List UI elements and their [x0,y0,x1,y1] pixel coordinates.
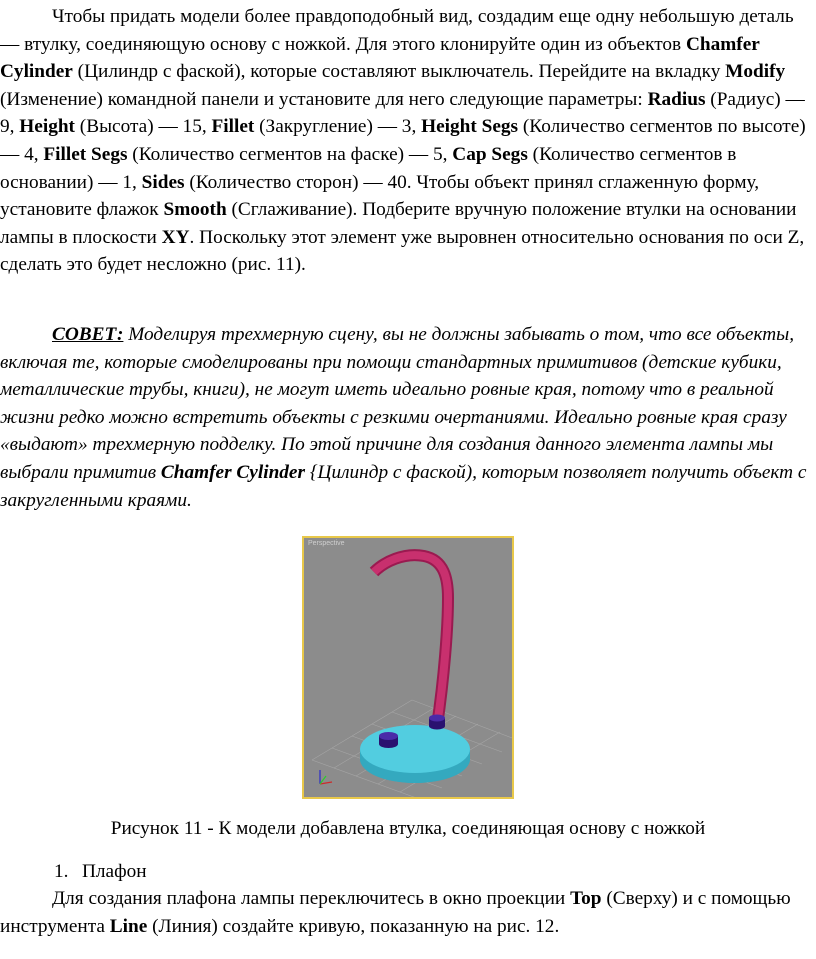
text: (Закругление) — 3, [254,116,422,138]
lamp-base [360,725,470,783]
axis-gizmo [320,770,332,784]
term-sides: Sides [141,171,185,193]
term-xy: XY [161,226,190,248]
text: (Цилиндр с фаской), которые составляют выключатель. Перейдите на вкладку [72,61,726,83]
text: Чтобы придать модели более правдоподобный вид, создадим еще одну небольшую деталь — втулку, соединяющую основу с ножкой. Для этого клонируйте один из объектов [0,6,794,55]
term-height-segs: Height Segs [421,116,519,138]
text: Моделируя трехмерную сцену, вы не должны забывать о том, что все объекты, включая те, которые смоделированы при помощи стандартных примитивов (детские кубики, металлические трубы, книги), не могут иметь идеально ровные края, потому что в реальной жизни редко можно встретить объекты с резкими очертаниями. Идеально ровные края сразу «выдают» трехмерную подделку. По этой причине для создания данного элемента лампы мы выбрали примитив [0,324,795,483]
text: (Изменение) командной панели и установите для него следующие параметры: [0,88,648,110]
term-chamfer-cylinder: Chamfer Cylinder [160,461,305,483]
list-item [54,858,147,886]
text: (Количество сторон) — 40. Чтобы объект принял сглаженную форму, установите флажок [0,171,760,221]
text: (Количество сегментов на фаске) — 5, [127,143,453,165]
list-text: Плафон [82,861,147,882]
term-modify: Modify [725,61,786,83]
list-number: 1. [54,861,69,882]
tip-label: СОВЕТ: [52,324,124,345]
text: (Количество сегментов по высоте) — 4, [0,116,806,165]
stem-bushing [429,715,445,730]
text: (Радиус) — 9, [0,88,805,138]
term-fillet: Fillet [211,116,255,138]
text: (Количество сегментов в основании) — 1, [0,143,737,193]
figure-viewport [302,536,514,799]
body-paragraph [0,885,816,940]
text: (Сверху) и с помощью инструмента [0,888,791,937]
term-height: Height [19,116,75,138]
text: . Поскольку этот элемент уже выровнен относительно основания по оси Z, сделать это будет несложно (рис. 11). [0,226,805,276]
tip-paragraph [0,321,816,514]
figure-caption: Рисунок 11 - К модели добавлена втулка, соединяющая основу с ножкой [110,818,706,839]
intro-paragraph [0,3,816,279]
text: (Сглаживание). Подберите вручную положение втулки на основании лампы в плоскости [0,199,797,248]
term-smooth: Smooth [163,199,227,221]
text: {Цилиндр с фаской), которым позволяет получить объект с закругленными краями. [0,461,807,511]
term-radius: Radius [647,88,706,110]
text: (Высота) — 15, [74,116,212,138]
viewport-label: Perspective [308,540,345,547]
text: (Линия) создайте кривую, показанную на рис. 12. [147,915,560,937]
term-line: Line [109,915,148,937]
text: Для создания плафона лампы переключитесь в окно проекции [52,888,571,909]
term-fillet-segs: Fillet Segs [43,143,128,165]
term-top: Top [570,888,602,909]
term-chamfer-cylinder: Chamfer Cylinder [0,33,760,83]
lamp-render [304,538,512,797]
term-cap-segs: Cap Segs [452,143,528,165]
button-bushing [379,732,398,748]
